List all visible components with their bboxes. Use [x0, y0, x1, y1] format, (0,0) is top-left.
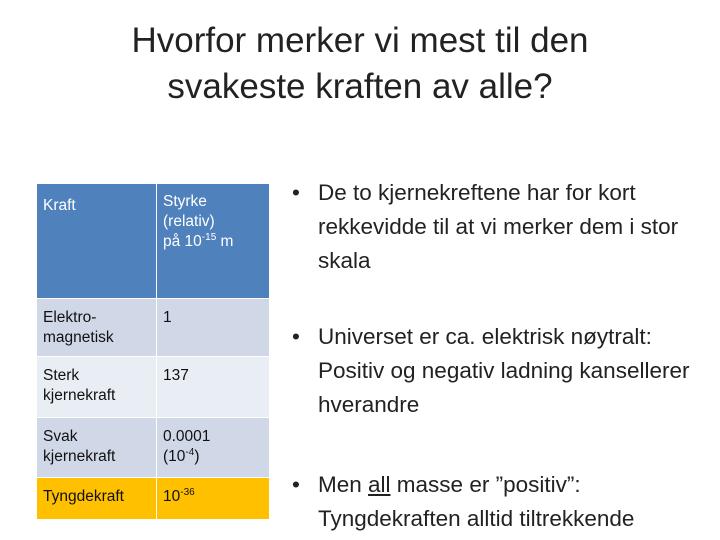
table-row-highlight — [37, 478, 269, 520]
force-strength: 1 — [157, 299, 270, 357]
bullet-marker: • — [292, 472, 300, 497]
bullet-text: De to kjernekreftene har for kort rekkevidde til at vi merker dem i stor skala — [318, 180, 679, 273]
header-strength — [157, 184, 270, 299]
header-strength-line3-post: m — [216, 233, 234, 250]
bullet-list — [292, 176, 702, 536]
force-name — [37, 418, 157, 478]
force-name-line2: kjernekraft — [43, 387, 116, 404]
header-force: Kraft — [37, 184, 157, 299]
force-name — [37, 357, 157, 418]
header-strength-exponent: -15 — [201, 231, 217, 243]
force-strength-exponent: -4 — [185, 446, 195, 458]
bullet-marker: • — [292, 180, 300, 205]
force-name-line1: Svak — [43, 428, 78, 445]
force-strength-exponent: -36 — [180, 486, 195, 498]
force-strength: 137 — [157, 357, 270, 418]
header-strength-line2: (relativ) — [163, 213, 215, 230]
force-strength — [157, 418, 270, 478]
bullet-item — [292, 468, 702, 536]
table-row — [37, 299, 269, 357]
force-name: Tyngdekraft — [37, 478, 157, 520]
bullet-text-post: masse er ”positiv”: Tyngdekraften alltid tiltrekkende — [318, 472, 635, 531]
header-strength-line1: Styrke — [163, 193, 207, 210]
force-strength-base: 10 — [163, 488, 181, 505]
bullet-text: Universet er ca. elektrisk nøytralt: Positiv og negativ ladning kansellerer hverandre — [318, 324, 690, 417]
force-strength-line2-post: ) — [194, 448, 200, 465]
force-name-line1: Sterk — [43, 367, 80, 384]
force-name — [37, 299, 157, 357]
force-name-line1: Elektro- — [43, 309, 97, 326]
bullet-item — [292, 320, 702, 422]
title-line-2: svakeste kraften av alle? — [167, 67, 553, 106]
table-row — [37, 357, 269, 418]
title-line-1: Hvorfor merker vi mest til den — [131, 21, 589, 60]
header-strength-line3-pre: på 10 — [163, 233, 202, 250]
force-strength-line2-pre: (10 — [163, 448, 186, 465]
bullet-text-underlined: all — [368, 472, 391, 497]
force-strength — [157, 478, 270, 520]
slide-title — [40, 18, 680, 110]
bullet-marker: • — [292, 324, 300, 349]
force-name-line2: kjernekraft — [43, 448, 116, 465]
table-header-row — [37, 184, 269, 299]
force-strength-line1: 0.0001 — [163, 428, 211, 445]
forces-table — [37, 184, 269, 520]
bullet-item — [292, 176, 702, 278]
force-name-line2: magnetisk — [43, 329, 114, 346]
table-row — [37, 418, 269, 478]
bullet-text-pre: Men — [318, 472, 369, 497]
